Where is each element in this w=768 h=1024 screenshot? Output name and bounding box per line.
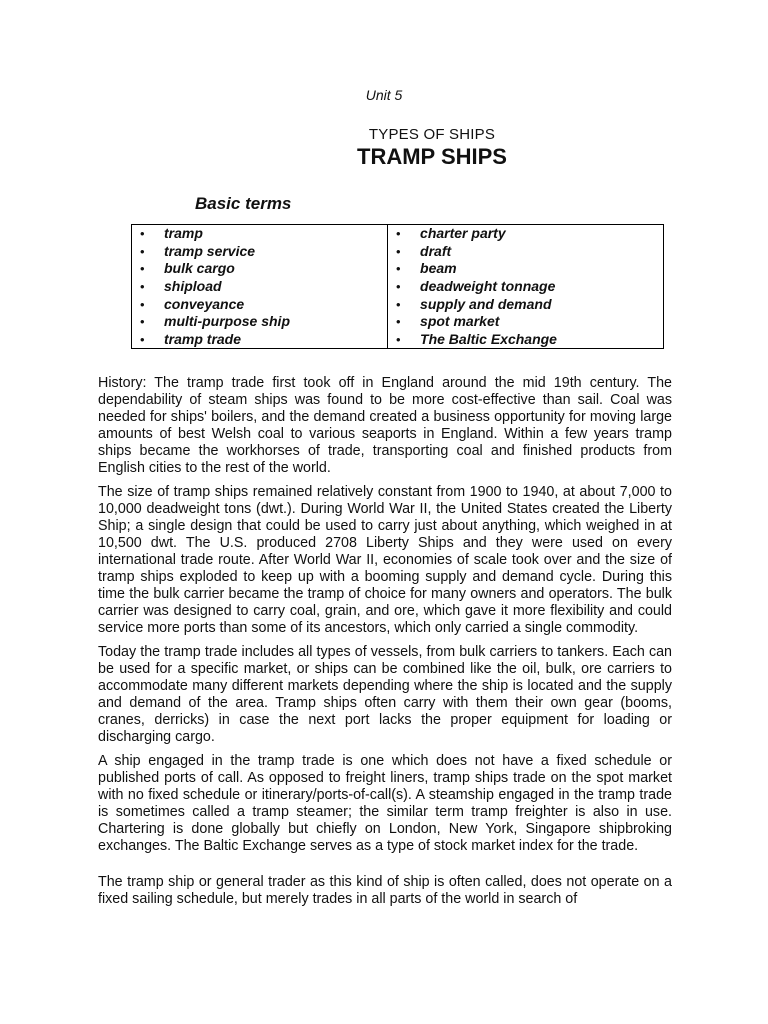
paragraph-today: Today the tramp trade includes all types of vessels, from bulk carriers to tankers. Each can be used for a specific market, or ships can be combined like the oil, bulk, ore carriers to accommodate many different markets depending where the ship is located and the supply and demand of the area. Tramp ships often carry with them their own gear (booms, cranes, derricks) in case the next port lacks the proper equipment for loading or discharging cargo. [98,644,672,745]
body-text [98,375,672,915]
unit-label: Unit 5 [365,87,403,103]
term-item: • tramp [132,225,387,243]
paragraph-general-trader: The tramp ship or general trader as this kind of ship is often called, does not operate on a fixed sailing schedule, but merely trades in all parts of the world in search of [98,874,672,907]
term-item: • tramp service [132,243,387,261]
term-item: • deadweight tonnage [388,278,663,296]
paragraph-history: History: The tramp trade first took off in England around the mid 19th century. The dependability of steam ships was found to be more cost-effective than sail. Coal was needed for ships' boilers, and the demand created a business opportunity for moving large amounts of best Welsh coal to various seaports in England. Within a few years tramp ships became the workhorses of trade, transporting coal and finished products from English cities to the rest of the world. [98,375,672,476]
section-heading: TYPES OF SHIPS [368,126,496,143]
term-item: • beam [388,260,663,278]
paragraph-definition: A ship engaged in the tramp trade is one which does not have a fixed schedule or published ports of call. As opposed to freight liners, tramp ships trade on the spot market with no fixed schedule or itinerary/ports-of-call(s). A steamship engaged in the tramp trade is sometimes called a tramp steamer; the similar term tramp freighter is also in use. Chartering is done globally but chiefly on London, New York, Singapore shipbroking exchanges. The Baltic Exchange serves as a type of stock market index for the trade. [98,753,672,854]
terms-column-right [388,225,663,348]
page-title: TRAMP SHIPS [357,144,507,169]
terms-column-left [132,225,388,348]
term-item: • multi-purpose ship [132,313,387,331]
term-item: • tramp trade [132,331,387,349]
terms-table [131,224,664,349]
term-item: • bulk cargo [132,260,387,278]
term-item: • supply and demand [388,296,663,314]
term-item: • draft [388,243,663,261]
term-item: • The Baltic Exchange [388,331,663,349]
term-item: • conveyance [132,296,387,314]
term-item: • spot market [388,313,663,331]
term-item: • shipload [132,278,387,296]
paragraph-size: The size of tramp ships remained relatively constant from 1900 to 1940, at about 7,000 to 10,000 deadweight tons (dwt.). During World War II, the United States created the Liberty Ship; a single design that could be used to carry just about anything, which weighed in at 10,500 dwt. The U.S. produced 2708 Liberty Ships and they were used on every international trade route. After World War II, economies of scale took over and the size of tramp ships exploded to keep up with a booming supply and demand cycle. During this time the bulk carrier became the tramp of choice for many owners and operators. The bulk carrier was designed to carry coal, grain, and ore, which gave it more flexibility and could service more ports than some of its ancestors, which only carried a single commodity. [98,484,672,636]
basic-terms-heading: Basic terms [195,194,292,213]
term-item: • charter party [388,225,663,243]
